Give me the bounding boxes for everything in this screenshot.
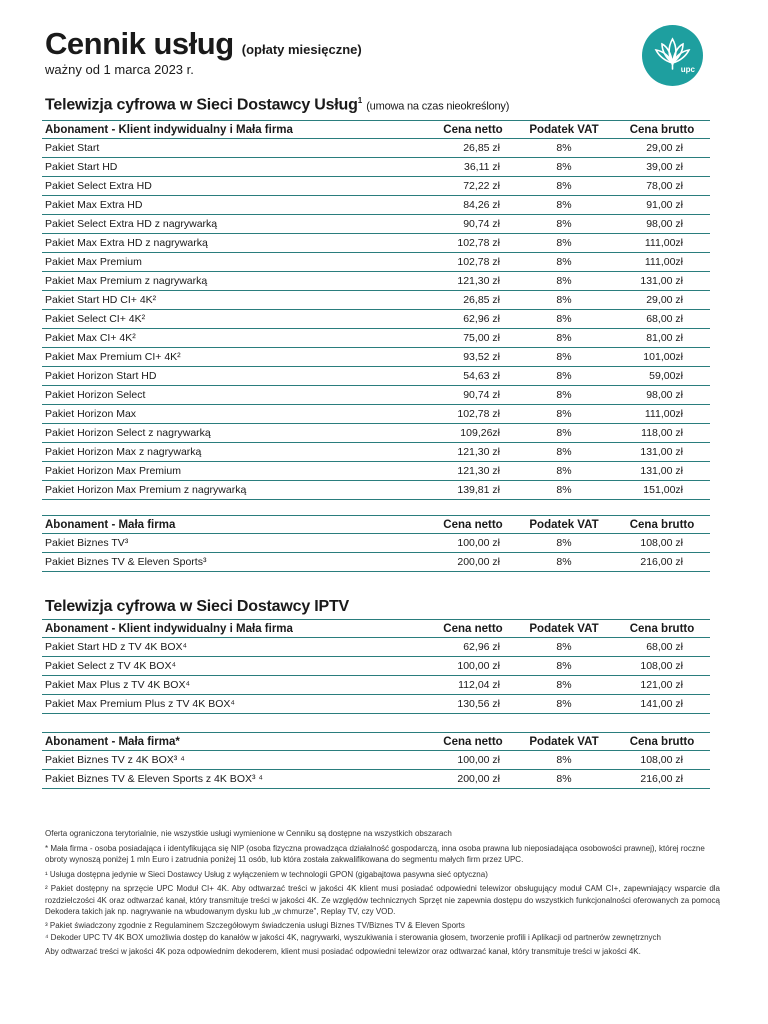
table-row xyxy=(42,657,710,676)
page-title: Cennik usług (opłaty miesięczne) xyxy=(45,26,362,61)
column-header-vat: Podatek VAT xyxy=(514,620,614,638)
price-netto: 26,85 zł xyxy=(432,139,514,158)
vat-rate: 8% xyxy=(514,329,614,348)
price-netto: 26,85 zł xyxy=(432,291,514,310)
price-netto: 93,52 zł xyxy=(432,348,514,367)
price-brutto: 121,00 zł xyxy=(614,676,710,695)
price-brutto: 141,00 zł xyxy=(614,695,710,714)
section-title-tv: Telewizja cyfrowa w Sieci Dostawcy Usług$^1$ (umowa na czas nieokreślony) xyxy=(45,96,510,114)
price-netto: 84,26 zł xyxy=(432,196,514,215)
vat-rate: 8% xyxy=(514,553,614,572)
package-name: Pakiet Select CI+ 4K² xyxy=(42,310,432,329)
package-name: Pakiet Max Plus z TV 4K BOX⁴ xyxy=(42,676,432,695)
table-row xyxy=(42,291,710,310)
price-netto: 36,11 zł xyxy=(432,158,514,177)
vat-rate: 8% xyxy=(514,770,614,789)
package-name: Pakiet Biznes TV & Eleven Sports z 4K BOX³ ⁴ xyxy=(42,770,432,789)
price-netto: 121,30 zł xyxy=(432,443,514,462)
price-netto: 54,63 zł xyxy=(432,367,514,386)
table-row xyxy=(42,405,710,424)
table-row xyxy=(42,751,710,770)
table-row xyxy=(42,196,710,215)
table-row xyxy=(42,553,710,572)
price-brutto: 29,00 zł xyxy=(614,291,710,310)
table-row xyxy=(42,272,710,291)
price-netto: 72,22 zł xyxy=(432,177,514,196)
validity-date: ważny od 1 marca 2023 r. xyxy=(45,62,194,77)
table-row xyxy=(42,158,710,177)
price-brutto: 98,00 zł xyxy=(614,215,710,234)
price-netto: 102,78 zł xyxy=(432,405,514,424)
price-brutto: 216,00 zł xyxy=(614,553,710,572)
price-table-iptv-small-business xyxy=(42,732,710,789)
price-brutto: 39,00 zł xyxy=(614,158,710,177)
price-brutto: 81,00 zł xyxy=(614,329,710,348)
table-row xyxy=(42,215,710,234)
table-row xyxy=(42,443,710,462)
footnote-4k: Aby odtwarzać treści w jakości 4K poza odpowiednim dekoderem, klient musi posiadać odpowiedni telewizor oraz odtwarzać kanał, który transmituje treści w jakości 4K. xyxy=(45,947,641,957)
table-row xyxy=(42,462,710,481)
package-name: Pakiet Max Premium Plus z TV 4K BOX⁴ xyxy=(42,695,432,714)
table-row xyxy=(42,676,710,695)
vat-rate: 8% xyxy=(514,481,614,500)
package-name: Pakiet Select z TV 4K BOX⁴ xyxy=(42,657,432,676)
vat-rate: 8% xyxy=(514,215,614,234)
vat-rate: 8% xyxy=(514,253,614,272)
package-name: Pakiet Start HD z TV 4K BOX⁴ xyxy=(42,638,432,657)
vat-rate: 8% xyxy=(514,386,614,405)
table-row xyxy=(42,348,710,367)
column-header-netto: Cena netto xyxy=(432,516,514,534)
package-name: Pakiet Biznes TV z 4K BOX³ ⁴ xyxy=(42,751,432,770)
table-row xyxy=(42,367,710,386)
price-brutto: 111,00zł xyxy=(614,234,710,253)
price-netto: 121,30 zł xyxy=(432,462,514,481)
vat-rate: 8% xyxy=(514,443,614,462)
column-header-vat: Podatek VAT xyxy=(514,516,614,534)
price-netto: 90,74 zł xyxy=(432,386,514,405)
price-netto: 102,78 zł xyxy=(432,253,514,272)
package-name: Pakiet Horizon Max xyxy=(42,405,432,424)
price-brutto: 108,00 zł xyxy=(614,751,710,770)
table-row xyxy=(42,253,710,272)
price-brutto: 216,00 zł xyxy=(614,770,710,789)
price-brutto: 151,00zł xyxy=(614,481,710,500)
table-row xyxy=(42,695,710,714)
column-header-brutto: Cena brutto xyxy=(614,620,710,638)
price-netto: 200,00 zł xyxy=(432,553,514,572)
price-brutto: 131,00 zł xyxy=(614,462,710,481)
vat-rate: 8% xyxy=(514,177,614,196)
table-row xyxy=(42,534,710,553)
column-header-netto: Cena netto xyxy=(432,121,514,139)
price-brutto: 108,00 zł xyxy=(614,657,710,676)
price-netto: 62,96 zł xyxy=(432,638,514,657)
vat-rate: 8% xyxy=(514,367,614,386)
column-header-netto: Cena netto xyxy=(432,733,514,751)
column-header-vat: Podatek VAT xyxy=(514,733,614,751)
column-header-name: Abonament - Mała firma xyxy=(42,516,432,534)
package-name: Pakiet Max Extra HD xyxy=(42,196,432,215)
footnote-small-business: * Mała firma - osoba posiadająca i identyfikująca się NIP (osoba fizyczna prowadząca działalność gospodarczą, inna osoba prawna lub nieposiadająca osobowości prawnej), której roczne obroty wynoszą poniżej 1 mln Euro i zatrudnia poniżej 11 osób, lub która została zakwalifikowana do segmentu małych firm przez UPC. xyxy=(45,843,705,864)
vat-rate: 8% xyxy=(514,638,614,657)
price-table-iptv-individual xyxy=(42,619,710,714)
price-table-tv-small-business xyxy=(42,515,710,572)
price-brutto: 111,00zł xyxy=(614,405,710,424)
package-name: Pakiet Horizon Max Premium xyxy=(42,462,432,481)
price-netto: 62,96 zł xyxy=(432,310,514,329)
vat-rate: 8% xyxy=(514,310,614,329)
upc-logo xyxy=(642,25,703,86)
column-header-brutto: Cena brutto xyxy=(614,121,710,139)
price-netto: 100,00 zł xyxy=(432,657,514,676)
column-header-name: Abonament - Klient indywidualny i Mała firma xyxy=(42,121,432,139)
column-header-brutto: Cena brutto xyxy=(614,733,710,751)
package-name: Pakiet Max Premium xyxy=(42,253,432,272)
package-name: Pakiet Start HD CI+ 4K² xyxy=(42,291,432,310)
vat-rate: 8% xyxy=(514,348,614,367)
price-table-tv-individual xyxy=(42,120,710,500)
column-header-netto: Cena netto xyxy=(432,620,514,638)
price-netto: 109,26zł xyxy=(432,424,514,443)
section-note: (umowa na czas nieokreślony) xyxy=(366,100,510,113)
table-row xyxy=(42,310,710,329)
footnote-1: ¹ Usługa dostępna jedynie w Sieci Dostawcy Usług z wyłączeniem w technologii GPON (gigabajtowa pasywna sieć optyczna) xyxy=(45,869,488,879)
table-row xyxy=(42,386,710,405)
price-brutto: 78,00 zł xyxy=(614,177,710,196)
package-name: Pakiet Biznes TV³ xyxy=(42,534,432,553)
price-brutto: 108,00 zł xyxy=(614,534,710,553)
footnote-territory: Oferta ograniczona terytorialnie, nie wszystkie usługi wymienione w Cenniku są dostępne na wszystkich obszarach xyxy=(45,829,452,838)
column-header-brutto: Cena brutto xyxy=(614,516,710,534)
vat-rate: 8% xyxy=(514,234,614,253)
package-name: Pakiet Start xyxy=(42,139,432,158)
title-note: (opłaty miesięczne) xyxy=(241,42,362,57)
vat-rate: 8% xyxy=(514,751,614,770)
package-name: Pakiet Select Extra HD xyxy=(42,177,432,196)
price-netto: 112,04 zł xyxy=(432,676,514,695)
vat-rate: 8% xyxy=(514,424,614,443)
package-name: Pakiet Horizon Select xyxy=(42,386,432,405)
price-brutto: 101,00zł xyxy=(614,348,710,367)
price-brutto: 91,00 zł xyxy=(614,196,710,215)
table-row xyxy=(42,329,710,348)
vat-rate: 8% xyxy=(514,139,614,158)
price-netto: 75,00 zł xyxy=(432,329,514,348)
table-row xyxy=(42,177,710,196)
table-row xyxy=(42,638,710,657)
column-header-name: Abonament - Klient indywidualny i Mała firma xyxy=(42,620,432,638)
vat-rate: 8% xyxy=(514,657,614,676)
table-row xyxy=(42,424,710,443)
footnote-3: ³ Pakiet świadczony zgodnie z Regulaminem Szczegółowym świadczenia usługi Biznes TV/Biznes TV & Eleven Sports xyxy=(45,921,465,931)
price-brutto: 68,00 zł xyxy=(614,638,710,657)
logo-text: upc xyxy=(680,65,695,74)
vat-rate: 8% xyxy=(514,405,614,424)
price-brutto: 68,00 zł xyxy=(614,310,710,329)
package-name: Pakiet Horizon Start HD xyxy=(42,367,432,386)
package-name: Pakiet Max CI+ 4K² xyxy=(42,329,432,348)
vat-rate: 8% xyxy=(514,291,614,310)
section-title-iptv: Telewizja cyfrowa w Sieci Dostawcy IPTV xyxy=(45,598,350,615)
vat-rate: 8% xyxy=(514,534,614,553)
column-header-name: Abonament - Mała firma* xyxy=(42,733,432,751)
package-name: Pakiet Max Extra HD z nagrywarką xyxy=(42,234,432,253)
price-brutto: 131,00 zł xyxy=(614,272,710,291)
package-name: Pakiet Select Extra HD z nagrywarką xyxy=(42,215,432,234)
price-netto: 200,00 zł xyxy=(432,770,514,789)
upc-flower-icon xyxy=(642,25,703,86)
table-row xyxy=(42,139,710,158)
vat-rate: 8% xyxy=(514,462,614,481)
package-name: Pakiet Biznes TV & Eleven Sports³ xyxy=(42,553,432,572)
package-name: Pakiet Horizon Max z nagrywarką xyxy=(42,443,432,462)
price-brutto: 29,00 zł xyxy=(614,139,710,158)
table-row xyxy=(42,481,710,500)
vat-rate: 8% xyxy=(514,695,614,714)
package-name: Pakiet Max Premium CI+ 4K² xyxy=(42,348,432,367)
price-netto: 130,56 zł xyxy=(432,695,514,714)
vat-rate: 8% xyxy=(514,158,614,177)
package-name: Pakiet Horizon Max Premium z nagrywarką xyxy=(42,481,432,500)
table-row xyxy=(42,770,710,789)
price-netto: 100,00 zł xyxy=(432,751,514,770)
price-netto: 100,00 zł xyxy=(432,534,514,553)
price-netto: 121,30 zł xyxy=(432,272,514,291)
table-row xyxy=(42,234,710,253)
column-header-vat: Podatek VAT xyxy=(514,121,614,139)
price-brutto: 118,00 zł xyxy=(614,424,710,443)
package-name: Pakiet Start HD xyxy=(42,158,432,177)
package-name: Pakiet Horizon Select z nagrywarką xyxy=(42,424,432,443)
price-brutto: 131,00 zł xyxy=(614,443,710,462)
price-brutto: 98,00 zł xyxy=(614,386,710,405)
price-brutto: 111,00zł xyxy=(614,253,710,272)
price-netto: 139,81 zł xyxy=(432,481,514,500)
package-name: Pakiet Max Premium z nagrywarką xyxy=(42,272,432,291)
footnote-2: ² Pakiet dostępny na sprzęcie UPC Moduł CI+ 4K. Aby odtwarzać treści w jakości 4K klient musi posiadać odpowiedni telewizor obsługujący moduł CAM CI+, zapewniający wsparcie dla rozdzielczości 4K oraz odtwarzać kanał, który transmituje treści w jakości 4K. Ze względów technicznych Sprzęt nie zapewnia dostępu do wszystkich funkcjonalności oferowanych za pomocą Dekodera takich jak np. nagrywanie na wbudowanym dysku lub „w chmurze”, Replay TV, czy VOD. xyxy=(45,884,720,916)
price-netto: 102,78 zł xyxy=(432,234,514,253)
footnotes xyxy=(45,828,720,961)
vat-rate: 8% xyxy=(514,196,614,215)
vat-rate: 8% xyxy=(514,272,614,291)
price-netto: 90,74 zł xyxy=(432,215,514,234)
footnote-4: ⁴ Dekoder UPC TV 4K BOX umożliwia dostęp do kanałów w jakości 4K, nagrywarki, wyszukiwania i sterowania głosem, tworzenie profili i Aplikacji od partnerów zewnętrznych xyxy=(45,932,661,942)
vat-rate: 8% xyxy=(514,676,614,695)
price-brutto: 59,00zł xyxy=(614,367,710,386)
